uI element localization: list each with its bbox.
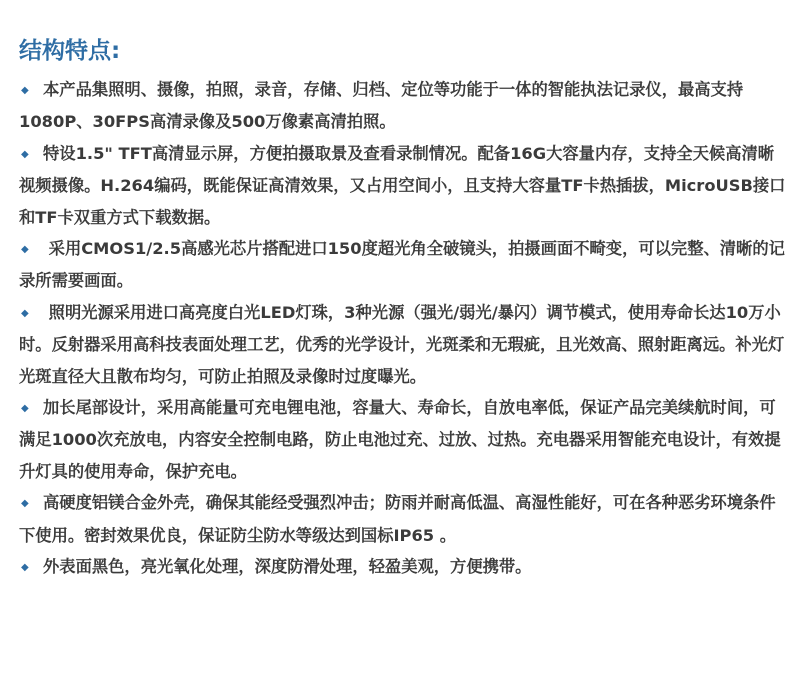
feature-item-1 (19, 74, 789, 138)
feature-item-4 (19, 297, 789, 392)
section-title: 结构特点: (19, 38, 121, 64)
feature-text: 高硬度铝镁合金外壳，确保其能经受强烈冲击；防雨并耐高低温、高湿性能好，可在各种恶劣环境条件下使用。密封效果优良，保证防尘防水等级达到国标IP65 。 (19, 493, 776, 545)
diamond-bullet-icon: ◆ (21, 244, 29, 256)
feature-item-5 (19, 392, 789, 487)
feature-text: 采用CMOS1/2.5高感光芯片搭配进口150度超光角全破镜头，拍摄画面不畸变，可以完整、清晰的记录所需要画面。 (19, 239, 785, 291)
feature-text: 本产品集照明、摄像，拍照，录音，存储、归档、定位等功能于一体的智能执法记录仪，最高支持1080P、30FPS高清录像及500万像素高清拍照。 (19, 80, 744, 132)
feature-item-6 (19, 487, 789, 551)
feature-item-7 (19, 551, 789, 583)
diamond-bullet-icon: ◆ (21, 148, 29, 160)
feature-item-3 (19, 233, 789, 297)
diamond-bullet-icon: ◆ (21, 498, 29, 510)
diamond-bullet-icon: ◆ (21, 562, 29, 574)
diamond-bullet-icon: ◆ (21, 85, 29, 96)
feature-list (19, 74, 789, 584)
diamond-bullet-icon: ◆ (21, 307, 29, 319)
feature-text: 外表面黑色，亮光氧化处理，深度防滑处理，轻盈美观，方便携带。 (43, 557, 532, 577)
diamond-bullet-icon: ◆ (21, 403, 29, 415)
feature-text: 特设1.5" TFT高清显示屏，方便拍摄取景及查看录制情况。配备16G大容量内存，支持全天候高清晰视频摄像。H.264编码，既能保证高清效果，又占用空间小，且支持大容量TF卡热插拔，MicroUSB接口和TF卡双重方式下载数据。 (19, 143, 786, 227)
feature-item-2 (19, 138, 789, 233)
feature-text: 照明光源采用进口高亮度白光LED灯珠，3种光源（强光/弱光/暴闪）调节模式，使用寿命长达10万小时。反射器采用高科技表面处理工艺，优秀的光学设计，光斑柔和无瑕疵，且光效高、照射距离远。补光灯光斑直径大且散布均匀，可防止拍照及录像时过度曝光。 (19, 302, 785, 386)
feature-text: 加长尾部设计，采用高能量可充电锂电池，容量大、寿命长，自放电率低，保证产品完美续航时间，可满足1000次充放电，内容安全控制电路，防止电池过充、过放、过热。充电器采用智能充电设计，有效提升灯具的使用寿命，保护充电。 (19, 398, 781, 481)
